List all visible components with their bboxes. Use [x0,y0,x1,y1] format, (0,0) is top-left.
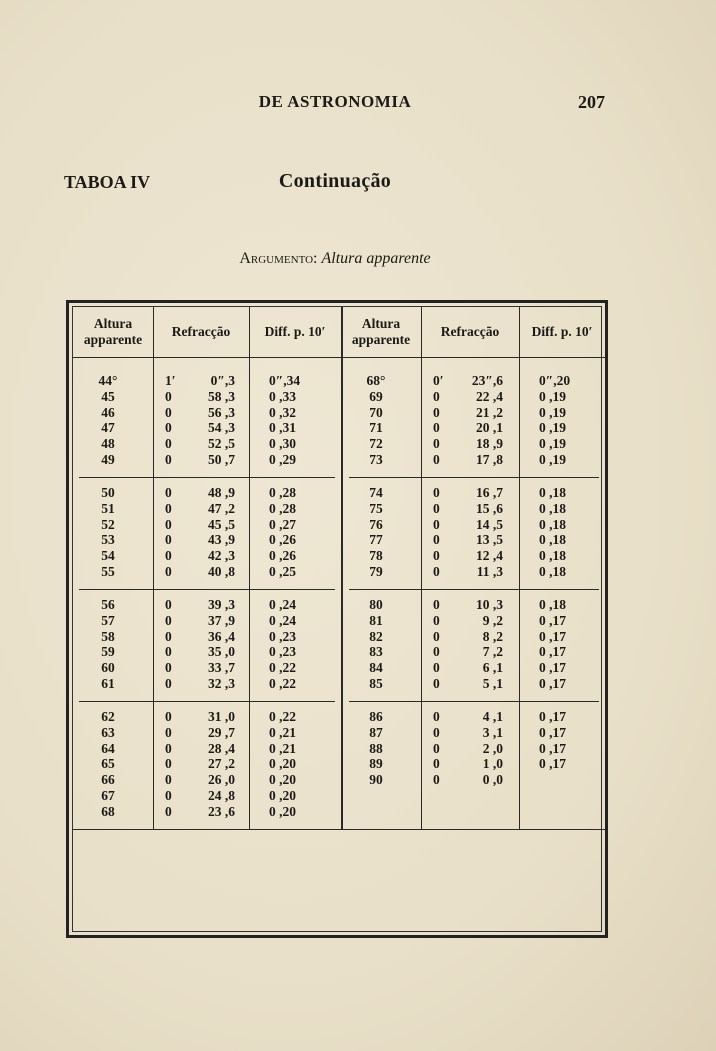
column-header: Altura apparente [351,316,411,347]
table-bottom-rule [73,829,605,830]
table-cell: 0 ,17 [539,628,566,644]
table-cell: 0 ,18 [539,564,566,579]
table-cell: 83 [369,644,383,660]
table-cell: 66 [101,772,115,788]
table-cell: 52 ,5 [208,436,235,452]
table-cell: 0′ [433,373,444,388]
table-cell: 0 [165,420,172,436]
table-cell: 0 [165,388,172,404]
refraction-table [66,300,608,938]
table-cell: 17 ,8 [476,452,503,467]
table-cell: 55 [101,564,115,579]
table-cell: 0 ,24 [269,612,296,628]
table-cell: 4 ,1 [482,709,503,724]
table-cell: 74 [369,485,383,500]
table-cell: 6 ,1 [482,660,503,676]
column-header: Refracção [171,324,231,339]
table-cell: 10 ,3 [476,597,503,612]
table-cell: 63 [101,724,115,740]
table-cell: 0 [433,676,440,691]
table-cell: 86 [369,709,383,724]
group-rule [349,701,599,702]
table-cell: 16 ,7 [476,485,503,500]
table-cell: 0 ,32 [269,404,296,420]
group-rule [79,701,335,702]
table-cell: 68 [101,803,115,819]
table-cell: 0 ,23 [269,628,296,644]
table-cell: 0 [433,452,440,467]
header-rule [73,357,605,358]
table-cell: 56 [101,597,115,612]
table-cell: 75 [369,500,383,516]
table-cell: 0 [433,485,440,500]
table-cell: 0 [165,548,172,564]
table-cell: 0 ,26 [269,532,296,548]
table-cell: 0 ,20 [269,803,296,819]
table-cell: 0 ,18 [539,485,566,500]
table-cell: 87 [369,724,383,740]
table-cell: 0 [433,628,440,644]
table-cell: 52 [101,516,115,532]
table-cell: 0″,34 [269,373,301,388]
table-cell: 57 [101,612,115,628]
table-cell: 0″,3 [210,373,235,388]
table-cell: 2 ,0 [482,740,503,756]
table-cell: 0 [433,404,440,420]
table-cell: 0 ,21 [269,724,296,740]
table-cell: 0 [433,388,440,404]
table-cell: 47 ,2 [208,500,235,516]
table-cell: 18 ,9 [476,436,503,452]
table-cell: 0 [433,612,440,628]
table-cell: 0 [165,644,172,660]
table-cell: 46 [101,404,115,420]
table-cell: 84 [369,660,383,676]
table-cell: 0 ,19 [539,388,566,404]
table-cell: 0 ,18 [539,500,566,516]
group-rule [79,477,335,478]
table-cell: 72 [369,436,383,452]
table-cell: 0 ,29 [269,452,296,467]
table-cell: 56 ,3 [208,404,235,420]
table-cell: 0″,20 [539,373,571,388]
table-cell: 0 ,19 [539,452,566,467]
table-cell: 8 ,2 [482,628,503,644]
argument-value: Altura apparente [321,250,431,267]
table-cell: 0 [165,516,172,532]
table-cell: 0 ,17 [539,756,566,772]
continuation-heading: Continuação [278,170,392,192]
table-cell: 0 ,17 [539,660,566,676]
table-cell: 48 [101,436,115,452]
table-cell: 60 [101,660,115,676]
column-header: Diff. p. 10′ [531,324,593,339]
table-cell: 39 ,3 [208,597,235,612]
table-cell: 14 ,5 [476,516,503,532]
table-cell: 0 ,30 [269,436,296,452]
table-cell: 0 ,31 [269,420,296,436]
group-rule [79,589,335,590]
table-cell: 29 ,7 [208,724,235,740]
table-cell: 0 ,17 [539,709,566,724]
table-cell: 32 ,3 [208,676,235,691]
table-cell: 70 [369,404,383,420]
table-cell: 0 ,22 [269,709,296,724]
table-cell: 35 ,0 [208,644,235,660]
table-cell: 0 ,18 [539,548,566,564]
table-cell: 0 [165,564,172,579]
table-cell: 0 [165,756,172,772]
table-cell: 0 ,20 [269,772,296,788]
table-cell: 1′ [165,373,176,388]
table-cell: 0 ,28 [269,485,296,500]
table-cell: 0 ,22 [269,660,296,676]
table-cell: 53 [101,532,115,548]
table-cell: 1 ,0 [482,756,503,772]
table-cell: 85 [369,676,383,691]
table-cell: 0 [433,740,440,756]
table-cell: 0 ,26 [269,548,296,564]
table-cell: 0 ,19 [539,404,566,420]
table-cell: 3 ,1 [482,724,503,740]
table-cell: 7 ,2 [482,644,503,660]
argument-line [0,250,670,268]
column-rule [153,307,154,829]
table-cell: 0 ,18 [539,597,566,612]
table-cell: 0 [433,660,440,676]
table-cell: 67 [101,788,115,803]
table-cell: 0 ,25 [269,564,296,579]
table-cell: 13 ,5 [476,532,503,548]
table-cell: 20 ,1 [476,420,503,436]
table-cell: 71 [369,420,383,436]
page-number: 207 [578,92,605,112]
table-cell: 51 [101,500,115,516]
column-header: Altura apparente [83,316,143,347]
table-cell: 9 ,2 [482,612,503,628]
table-cell: 15 ,6 [476,500,503,516]
table-cell: 0 [165,709,172,724]
table-cell: 0 ,17 [539,724,566,740]
table-cell: 0 [433,772,440,788]
table-cell: 0 [165,676,172,691]
column-header: Refracção [440,324,500,339]
table-cell: 27 ,2 [208,756,235,772]
table-cell: 0 [433,500,440,516]
table-cell: 0 ,18 [539,532,566,548]
column-rule [519,307,520,829]
table-cell: 89 [369,756,383,772]
table-cell: 0 [433,548,440,564]
table-cell: 90 [369,772,383,788]
table-cell: 45 ,5 [208,516,235,532]
table-cell: 0 ,19 [539,420,566,436]
running-title: DE ASTRONOMIA [258,92,412,111]
table-inner-border [72,306,602,932]
table-cell: 50 [101,485,115,500]
table-cell: 0 ,18 [539,516,566,532]
table-cell: 0 ,24 [269,597,296,612]
table-cell: 0 [165,532,172,548]
table-cell: 23″,6 [471,373,503,388]
table-cell: 0 [165,612,172,628]
table-cell: 58 ,3 [208,388,235,404]
table-cell: 0 ,17 [539,676,566,691]
table-cell: 64 [101,740,115,756]
table-cell: 0 ,20 [269,756,296,772]
table-cell [539,772,595,788]
table-cell: 24 ,8 [208,788,235,803]
table-cell: 28 ,4 [208,740,235,756]
table-cell: 0 [165,436,172,452]
table-cell: 0 ,17 [539,612,566,628]
table-cell: 31 ,0 [208,709,235,724]
table-cell: 81 [369,612,383,628]
table-cell: 69 [369,388,383,404]
table-cell: 88 [369,740,383,756]
table-cell: 0 [433,644,440,660]
table-cell: 26 ,0 [208,772,235,788]
table-cell: 47 [101,420,115,436]
argument-label: Argumento: [239,250,318,267]
table-cell: 45 [101,388,115,404]
table-cell: 58 [101,628,115,644]
table-cell: 0 [165,772,172,788]
table-cell: 0 ,17 [539,740,566,756]
table-cell: 0 ,22 [269,676,296,691]
group-rule [349,589,599,590]
column-rule [421,307,422,829]
table-cell: 79 [369,564,383,579]
table-cell: 12 ,4 [476,548,503,564]
table-cell: 22 ,4 [476,388,503,404]
table-cell: 73 [369,452,383,467]
table-cell: 50 ,7 [208,452,235,467]
table-cell: 0 [165,740,172,756]
table-cell: 78 [369,548,383,564]
table-cell: 0 [165,788,172,803]
table-cell: 36 ,4 [208,628,235,644]
table-cell: 61 [101,676,115,691]
table-cell: 59 [101,644,115,660]
table-cell: 76 [369,516,383,532]
table-cell: 80 [369,597,383,612]
table-cell: 0 [433,516,440,532]
table-cell: 0 [165,485,172,500]
table-cell: 0 [165,404,172,420]
table-cell: 0 ,33 [269,388,296,404]
table-cell: 68° [366,373,386,388]
table-cell: 0 ,28 [269,500,296,516]
table-cell: 0 [165,724,172,740]
table-cell: 0 ,23 [269,644,296,660]
table-cell: 54 [101,548,115,564]
group-rule [349,477,599,478]
table-cell: 0 [433,436,440,452]
table-cell: 44° [98,373,118,388]
column-header: Diff. p. 10′ [264,324,326,339]
table-cell: 0 [433,532,440,548]
table-cell: 0 ,27 [269,516,296,532]
table-cell: 33 ,7 [208,660,235,676]
table-cell: 0 [165,452,172,467]
table-cell: 0 ,20 [269,788,296,803]
table-cell: 0 [165,660,172,676]
table-cell: 42 ,3 [208,548,235,564]
table-cell: 21 ,2 [476,404,503,420]
table-cell: 0 [165,628,172,644]
table-cell: 5 ,1 [482,676,503,691]
table-cell: 0 ,0 [482,772,503,788]
table-cell: 43 ,9 [208,532,235,548]
table-cell: 0 [433,709,440,724]
column-rule [249,307,250,829]
table-cell: 62 [101,709,115,724]
column-rule [341,307,343,829]
table-cell: 54 ,3 [208,420,235,436]
table-cell: 0 [165,803,172,819]
table-cell: 37 ,9 [208,612,235,628]
table-cell: 0 [165,597,172,612]
table-cell: 0 ,19 [539,436,566,452]
table-label: TABOA IV [64,172,151,192]
table-cell: 40 ,8 [208,564,235,579]
table-cell: 49 [101,452,115,467]
table-cell: 11 ,3 [476,564,503,579]
table-cell: 0 [433,756,440,772]
table-cell: 48 ,9 [208,485,235,500]
table-cell: 0 [433,564,440,579]
table-cell: 0 [433,724,440,740]
table-cell: 0 ,21 [269,740,296,756]
table-cell: 0 [433,420,440,436]
table-cell: 23 ,6 [208,803,235,819]
table-cell: 0 [165,500,172,516]
table-cell: 65 [101,756,115,772]
table-cell: 0 ,17 [539,644,566,660]
table-cell: 82 [369,628,383,644]
table-cell: 77 [369,532,383,548]
table-cell: 0 [433,597,440,612]
